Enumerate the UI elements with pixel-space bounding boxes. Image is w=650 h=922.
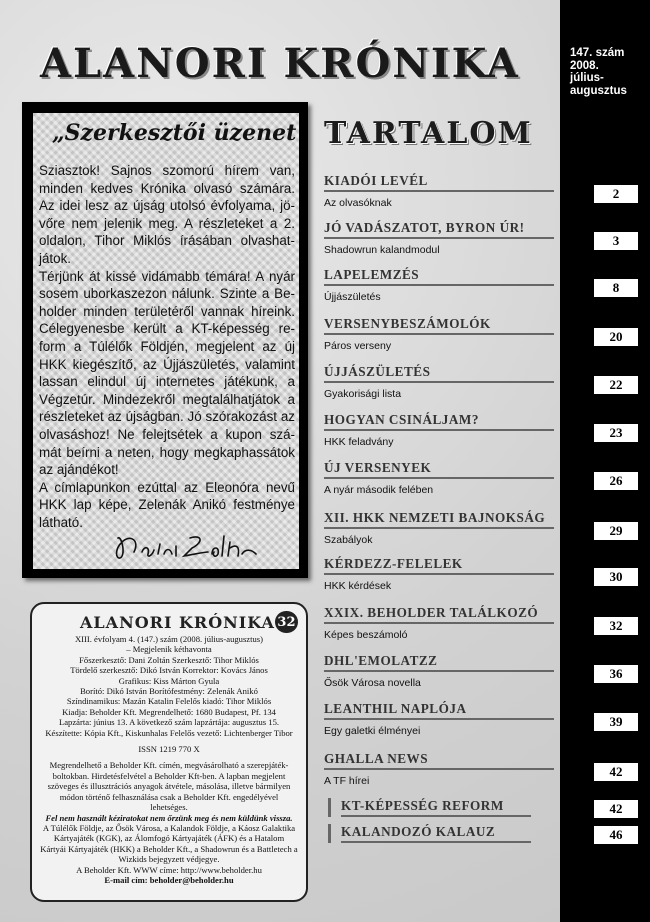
masthead-title: ALANORI KRÓNIKA (40, 40, 520, 87)
toc-heading: KIADÓI LEVÉL (324, 173, 554, 192)
issue-number: 147. szám (570, 47, 625, 59)
imprint-logo: ALANORI KRÓNIKA (80, 612, 275, 632)
toc-item[interactable] (324, 556, 638, 592)
toc-item[interactable] (324, 460, 638, 496)
toc-page-number: 26 (594, 472, 638, 490)
contents-title: TARTALOM (324, 116, 533, 151)
editorial-paragraph-2: Térjünk át kissé vidámabb témára! A nyár sosem uborkaszezon nálunk. Szinte a Be-holder minden területéről vannak híreink. Célegyenesbe került a KT-képesség re-form a Túlélők Földjén, megjelent az új HKK kiegészítő, az Újjászületés, valamint lassan elindul új internetes játékunk, a Végzetúr. Mindezekről megtalálhatjátok a részleteket az újságban. Jó szórakozást az olvasáshoz! Ne felejtsétek a kupon szá-mát beírni a neten, hogy megkaphassátok az ajándékot! (39, 268, 295, 478)
editorial-paragraph-3: A címlapunkon ezúttal az Eleonóra nevű HKK lap képe, Zelenák Anikó festménye látható. (39, 479, 295, 530)
imprint-line: Lapzárta: június 13. A következő szám lapzártája: augusztus 15. (58, 717, 280, 728)
issue-month-1: július- (570, 72, 604, 84)
imprint-line: Borító: Dikó István Borítófestmény: Zelenák Anikó (80, 686, 258, 697)
toc-heading: GHALLA NEWS (324, 751, 554, 770)
toc-heading: HOGYAN CSINÁLJAM? (324, 412, 554, 431)
toc-item[interactable] (328, 798, 638, 817)
imprint-line: XIII. évfolyam 4. (147.) szám (2008. július-augusztus) (74, 634, 264, 644)
toc-subtitle: A nyár második felében (324, 484, 434, 496)
imprint-line: Kiadja: Beholder Kft. Megrendelhető: 1680 Budapest, Pf. 134 (62, 706, 276, 717)
toc-page-number: 2 (594, 185, 638, 203)
toc-item[interactable] (328, 824, 638, 843)
toc-heading: LEANTHIL NAPLÓJA (324, 701, 554, 720)
issue-year: 2008. (570, 59, 599, 72)
toc-heading: VERSENYBESZÁMOLÓK (324, 316, 554, 335)
toc-page-number: 3 (594, 232, 638, 250)
toc-page-number: 39 (594, 713, 638, 731)
imprint-line: Grafikus: Kiss Márton Gyula (118, 675, 220, 686)
imprint-manuscript: Fel nem használt kéziratokat nem őrzünk meg és nem küldünk vissza. (45, 812, 293, 823)
toc-heading: ÚJJÁSZÜLETÉS (324, 364, 554, 383)
toc-page-number: 42 (594, 763, 638, 781)
toc-item[interactable] (324, 605, 638, 641)
toc-page-number: 29 (594, 522, 638, 540)
toc-heading: KT-KÉPESSÉG REFORM (341, 798, 531, 817)
toc-heading: XII. HKK NEMZETI BAJNOKSÁG (324, 510, 554, 529)
imprint-trademarks: A Túlélők Földje, az Ősök Városa, a Kalandok Földje, a Káosz Galaktika Kártyajáték (KGK), az Álomfogó Kártyajáték (ÁFK) és a Hatalom Kártyái Kártyajáték (HKK) a Beholder Kft., a Shadowrun és a Battletech a Wizkids bejegyzett védjegye. (40, 822, 298, 865)
toc-subtitle: Szabályok (324, 534, 373, 546)
imprint-line: Főszerkesztő: Dani Zoltán Szerkesztő: Tihor Miklós (79, 654, 259, 665)
toc-heading: LAPELEMZÉS (324, 267, 554, 286)
imprint-text (40, 634, 298, 885)
toc-subtitle: Az olvasóknak (324, 197, 392, 209)
toc-page-number: 30 (594, 568, 638, 586)
page-number-badge: 32 (275, 611, 298, 633)
editorial-paragraph-1: Sziasztok! Sajnos szomorú hírem van, minden kedves Krónika olvasó számára. Az idei lesz az újság utolsó évfolyama, jö-vőre nem jelenik meg. A részleteket a 2. oldalon, Tihor Miklós írásában olvashat-játok. (39, 163, 295, 266)
toc-heading: DHL'EMOLATZZ (324, 653, 554, 672)
imprint-notice: Megrendelhető a Beholder Kft. címén, megvásárolható a szerepjáték-boltokban. Hirdetésfelvétel a Beholder Kft-ben. A lapban megjelent szöveges és illusztrációs anyagok átvétele, másolása, illetve bármilyen módon történő felhasználása csak a Beholder Kft. engedélyével lehetséges. (47, 760, 291, 813)
issn: ISSN 1219 770 X (138, 744, 200, 755)
toc-subtitle: HKK feladvány (324, 436, 394, 448)
toc-heading: ÚJ VERSENYEK (324, 460, 554, 479)
toc-page-number: 8 (594, 279, 638, 297)
toc-heading: XXIX. BEHOLDER TALÁLKOZÓ (324, 605, 554, 624)
toc-subtitle: Újjászületés (324, 291, 381, 303)
toc-item[interactable] (324, 173, 638, 209)
toc-page-number: 46 (594, 826, 638, 844)
editorial-title: „Szerkesztői üzenet (52, 120, 297, 146)
toc-heading: JÓ VADÁSZATOT, BYRON ÚR! (324, 220, 554, 239)
toc-subtitle: Páros verseny (324, 340, 392, 352)
toc-subtitle: A TF hírei (324, 775, 370, 787)
toc-page-number: 42 (594, 800, 638, 818)
issue-month-2: augusztus (570, 84, 627, 97)
imprint-line: Színdinamikus: Mazán Katalin Felelős kiadó: Tihor Miklós (66, 696, 272, 707)
toc-heading: KALANDOZÓ KALAUZ (341, 824, 531, 843)
toc-item[interactable] (324, 412, 638, 448)
imprint-line: Készítette: Kópia Kft., Kiskunhalas Felelős vezető: Lichtenberger Tibor (45, 727, 293, 738)
imprint-box (30, 602, 308, 902)
toc-item[interactable] (324, 751, 638, 787)
toc-item[interactable] (324, 510, 638, 546)
editor-signature (112, 528, 262, 569)
editorial-body (39, 162, 295, 531)
toc-subtitle: HKK kérdések (324, 580, 392, 592)
toc-page-number: 20 (594, 328, 638, 346)
toc-item[interactable] (324, 220, 638, 256)
toc-page-number: 23 (594, 424, 638, 442)
toc-item[interactable] (324, 364, 638, 400)
toc-subtitle: Shadowrun kalandmodul (324, 244, 440, 256)
toc-page-number: 32 (594, 617, 638, 635)
toc-page-number: 36 (594, 665, 638, 683)
imprint-header (40, 610, 298, 634)
toc-item[interactable] (324, 316, 638, 352)
toc-subtitle: Ősök Városa novella (324, 677, 421, 689)
toc-subtitle: Képes beszámoló (324, 629, 408, 641)
imprint-line: Tördelő szerkesztő: Dikó István Korrektor: Kovács János (70, 665, 268, 676)
toc-item[interactable] (324, 701, 638, 737)
imprint-line: – Megjelenik kéthavonta (126, 644, 212, 655)
toc-item[interactable] (324, 267, 638, 303)
toc-page-number: 22 (594, 376, 638, 394)
imprint-www: A Beholder Kft. WWW címe: http://www.beholder.hu (76, 864, 262, 875)
imprint-email: E-mail cím: beholder@beholder.hu (104, 874, 234, 885)
toc-heading: KÉRDEZZ-FELELEK (324, 556, 554, 575)
issue-info (560, 47, 632, 109)
toc-item[interactable] (324, 653, 638, 689)
toc-subtitle: Egy galetki élményei (324, 725, 421, 737)
toc-subtitle: Gyakorisági lista (324, 388, 402, 400)
